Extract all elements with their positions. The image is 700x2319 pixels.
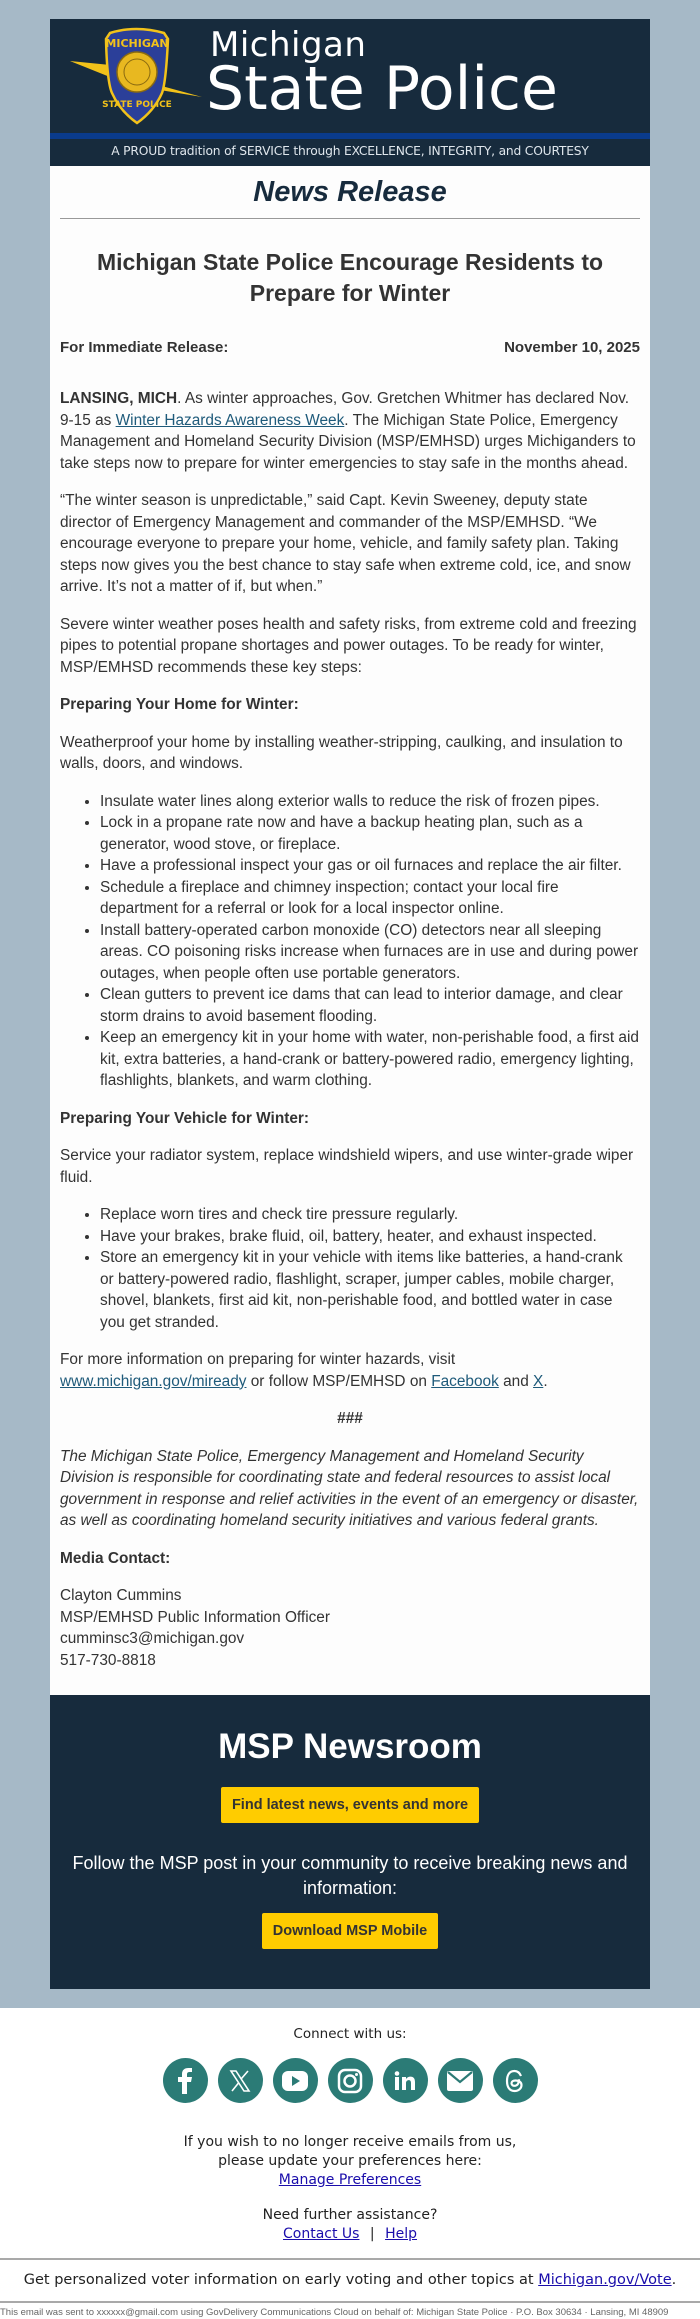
home-intro: Weatherproof your home by installing weather-stripping, caulking, and insulation to walls, doors, and windows. xyxy=(60,733,623,772)
media-contact xyxy=(60,1585,640,1671)
release-body xyxy=(60,388,640,1671)
assistance-block: Need further assistance? Contact Us | Help xyxy=(262,2207,438,2242)
x-icon[interactable] xyxy=(218,2058,263,2103)
newsroom-section xyxy=(50,1695,650,1989)
list-item: • Have your brakes, brake fluid, oil, battery, heater, and exhaust inspected. xyxy=(100,1226,640,1248)
banner-title-top: Michigan xyxy=(210,25,367,65)
contact-us-link[interactable]: Contact Us xyxy=(282,2226,360,2242)
newsroom-title: MSP Newsroom xyxy=(218,1727,482,1766)
banner-title-main: State Police xyxy=(206,54,558,124)
release-headline: Michigan State Police Encourage Residents to Prepare for Winter xyxy=(96,249,604,306)
instagram-icon[interactable] xyxy=(328,2058,373,2103)
list-item: • Schedule a fireplace and chimney inspection; contact your local fire department for a referral or look for a local inspector online. xyxy=(100,877,640,920)
threads-icon[interactable] xyxy=(493,2058,538,2103)
footer xyxy=(0,2008,700,2319)
svg-text:STATE POLICE: STATE POLICE xyxy=(102,100,172,110)
download-mobile-button[interactable]: Download MSP Mobile xyxy=(262,1913,438,1949)
divider xyxy=(60,218,640,219)
vehicle-steps-list xyxy=(100,1204,640,1333)
sent-notice: This email was sent to xxxxxx@gmail.com using GovDelivery Communications Cloud on behalf of: Michigan State Police · P.O. Box 30634 · Lansing, MI 48909 xyxy=(0,2307,669,2318)
social-links xyxy=(0,2058,700,2103)
list-item: • Have a professional inspect your gas or oil furnaces and replace the air filter. xyxy=(100,855,640,877)
release-meta-row xyxy=(60,339,640,356)
immediate-release-label: For Immediate Release: xyxy=(60,339,229,356)
x-link[interactable]: X xyxy=(533,1372,544,1390)
winter-hazards-week-link[interactable]: Winter Hazards Awareness Week xyxy=(115,411,345,429)
header-banner xyxy=(50,19,650,133)
vehicle-intro: Service your radiator system, replace windshield wipers, and use winter-grade wiper fluid. xyxy=(60,1147,634,1186)
contact-title: MSP/EMHSD Public Information Officer xyxy=(60,1608,330,1626)
paragraph-intro: LANSING, MICH. As winter approaches, Gov. Gretchen Whitmer has declared Nov. 9-15 as Winter Hazards Awareness Week. The Michigan State Police, Emergency Management and Homeland Security Division (MSP/EMHSD) urges Michiganders to take steps now to prepare for winter emergencies to stay safe in the months ahead. xyxy=(60,390,636,472)
list-item: • Store an emergency kit in your vehicle with items like batteries, a hand-crank or battery-powered radio, flashlight, scraper, jumper cables, mobile charger, shovel, blankets, first aid kit, non-perishable food, and bottled water in case you get stranded. xyxy=(100,1247,640,1333)
release-date: November 10, 2025 xyxy=(504,339,640,356)
preferences-block: If you wish to no longer receive emails from us, please update your preferences here: Manage Preferences xyxy=(183,2134,517,2188)
more-info-paragraph: For more information on preparing for winter hazards, visit www.michigan.gov/miready or follow MSP/EMHSD on Facebook and X. xyxy=(60,1351,548,1390)
facebook-icon[interactable] xyxy=(163,2058,208,2103)
email-container xyxy=(50,19,650,1989)
facebook-link[interactable]: Facebook xyxy=(431,1372,499,1390)
list-item: • Insulate water lines along exterior walls to reduce the risk of frozen pipes. xyxy=(100,791,640,813)
paragraph-risks: Severe winter weather poses health and safety risks, from extreme cold and freezing pipes to potential propane shortages and power outages. To be ready for winter, MSP/EMHSD recommends these key steps: xyxy=(60,615,637,676)
voter-info: Get personalized voter information on early voting and other topics at Michigan.gov/Vote. xyxy=(23,2272,677,2288)
miready-link[interactable]: www.michigan.gov/miready xyxy=(60,1372,247,1390)
help-link[interactable]: Help xyxy=(385,2226,417,2242)
list-item: • Replace worn tires and check tire pressure regularly. xyxy=(100,1204,640,1226)
list-item: • Clean gutters to prevent ice dams that can lead to interior damage, and clear storm drains to avoid basement flooding. xyxy=(100,984,640,1027)
find-news-button[interactable]: Find latest news, events and more xyxy=(221,1787,479,1823)
follow-text: Follow the MSP post in your community to receive breaking news and information: xyxy=(72,1853,628,1898)
contact-email: cumminsc3@michigan.gov xyxy=(60,1630,245,1647)
youtube-icon[interactable] xyxy=(273,2058,318,2103)
news-release-label: News Release xyxy=(253,176,447,208)
list-item: • Keep an emergency kit in your home with water, non-perishable food, a first aid kit, extra batteries, a hand-crank or battery-powered radio, emergency lighting, flashlights, blankets, and warm clothing. xyxy=(100,1027,640,1092)
michigan-vote-link[interactable]: Michigan.gov/Vote xyxy=(538,2272,672,2288)
connect-label: Connect with us: xyxy=(293,2026,407,2042)
media-contact-heading: Media Contact: xyxy=(60,1549,171,1567)
contact-phone: 517-730-8818 xyxy=(60,1651,156,1669)
paragraph-quote: “The winter season is unpredictable,” said Capt. Kevin Sweeney, deputy state director of Emergency Management and commander of the MSP/EMHSD. “We encourage everyone to prepare your home, vehicle, and family safety plan. Taking steps now gives you the best chance to stay safe when extreme cold, ice, and snow arrive. It’s not a matter of if, but when.” xyxy=(60,492,631,595)
home-steps-list xyxy=(100,791,640,1092)
msp-badge-logo-icon xyxy=(70,27,202,127)
dateline: LANSING, MICH xyxy=(60,390,178,407)
list-item: • Install battery-operated carbon monoxide (CO) detectors near all sleeping areas. CO poisoning risks increase when furnaces are in use and during power outages, when people often use portable generators. xyxy=(100,920,640,985)
release-content xyxy=(50,166,650,1671)
about-division: The Michigan State Police, Emergency Management and Homeland Security Division is responsible for coordinating state and federal resources to assist local government in response and relief activities in the event of an emergency or disaster, as well as coordinating homeland security initiatives and various federal grants. xyxy=(60,1447,639,1529)
end-mark: ### xyxy=(337,1410,363,1427)
vehicle-section-heading: Preparing Your Vehicle for Winter: xyxy=(60,1109,310,1127)
contact-name: Clayton Cummins xyxy=(60,1587,182,1604)
header-tagline: A PROUD tradition of SERVICE through EXCELLENCE, INTEGRITY, and COURTESY xyxy=(50,139,650,166)
email-icon[interactable] xyxy=(438,2058,483,2103)
svg-text:MICHIGAN: MICHIGAN xyxy=(105,37,169,50)
list-item: • Lock in a propane rate now and have a backup heating plan, such as a generator, wood stove, or fireplace. xyxy=(100,812,640,855)
home-section-heading: Preparing Your Home for Winter: xyxy=(60,696,299,713)
manage-preferences-link[interactable]: Manage Preferences xyxy=(278,2172,422,2188)
linkedin-icon[interactable] xyxy=(383,2058,428,2103)
